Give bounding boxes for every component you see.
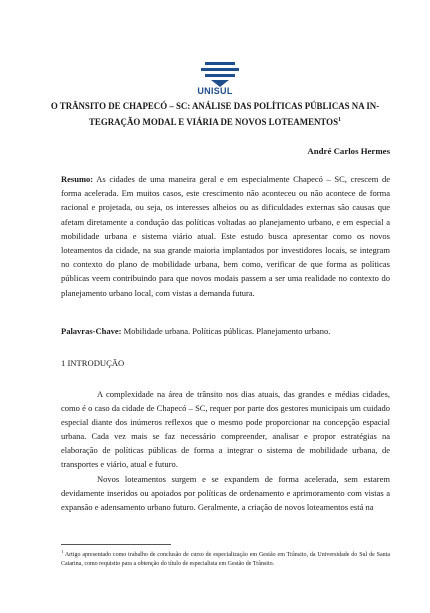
title-line-1: O TRÂNSITO DE CHAPECÓ – SC: ANÁLISE DAS POLÍTICAS PÚBLICAS NA IN- [50, 101, 380, 111]
logo-wordmark: UNISUL [197, 86, 233, 96]
title-footnote-mark: 1 [338, 117, 342, 123]
abstract [61, 172, 390, 300]
body-text [61, 387, 390, 514]
author-name: André Carlos Hermes [307, 146, 390, 156]
body-paragraph: Novos loteamentos surgem e se expandem de forma acelerada, sem estarem devidamente inseridos ou apoiados por políticas de ordenamento e aprimoramento com vistas a expansão e adensamento urbano futuro. Geralmente, a criação de novos loteamentos está na [61, 473, 390, 512]
footnote [61, 548, 390, 568]
footnote-divider [61, 544, 171, 545]
keywords-text: Mobilidade urbana. Políticas públicas. Planejamento urbano. [121, 326, 331, 336]
document-title [40, 99, 390, 129]
keywords [61, 326, 390, 336]
footnote-mark: 1 [61, 549, 64, 554]
body-paragraph: A complexidade na área de trânsito nos dias atuais, das grandes e médias cidades, como é o caso da cidade de Chapecó – SC, requer por parte dos gestores municipais um cuidado especial diante dos inúmeros reflexos que o mesmo pode proporcionar na concepção espacial urbana. Cada vez mais se faz necessário compreender, analisar e propor estratégias na elaboração de políticas públicas de forma a integrar o sistema de mobilidade urbana, de transportes e viário, atual e futuro. [61, 389, 390, 470]
section-heading: 1 INTRODUÇÃO [61, 358, 125, 368]
abstract-text: As cidades de uma maneira geral e em especialmente Chapecó – SC, crescem de forma acelerada. Em muitos casos, este crescimento não aconteceu ou não acontece de forma racional e projetada, ou seja, os interesses alheios ou as dificuldades externas são causas que afetam diretamente a condução das políticas voltadas ao planejamento urbano, e em especial a mobilidade urbana e sistema viário atual. Este estudo busca apresentar como os novos loteamentos da cidade, na sua grande maioria implantados por investidores locais, se integram no contexto do plano de mobilidade urbana, bem como, verificar de que forma as políticas públicas veem contribuindo para que novos modais passem a ser uma realidade no contexto do planejamento urbano local, com vistas a demanda futura. [61, 174, 390, 298]
abstract-label: Resumo: [61, 174, 94, 184]
footnote-text: Artigo apresentado como trabalho de conclusão de curso de especialização em Gestão em Trânsito, da Universidade do Sul de Santa Catarina, como requisito para a obtenção do título de especialista em Gestão de Trânsito. [61, 552, 390, 567]
title-line-2: TEGRAÇÃO MODAL E VIÁRIA DE NOVOS LOTEAMENTOS [88, 116, 339, 127]
keywords-label: Palavras-Chave: [61, 326, 122, 336]
